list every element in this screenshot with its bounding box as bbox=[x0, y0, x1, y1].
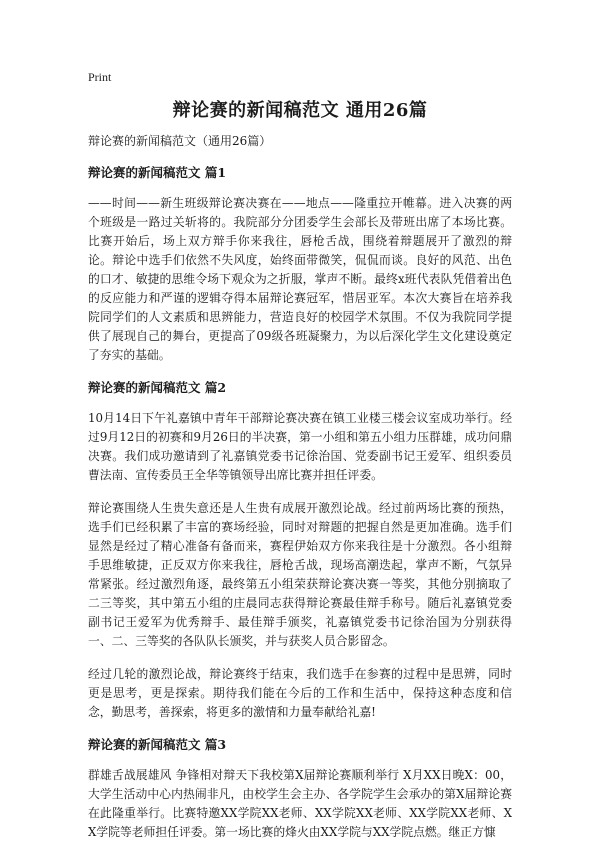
document-subtitle: 辩论赛的新闻稿范文（通用26篇） bbox=[88, 134, 272, 148]
paragraph: 10月14日下午礼嘉镇中青年干部辩论赛决赛在镇工业楼三楼会议室成功举行。经过9月12日的初赛和9月26日的半决赛，第一小组和第五小组力压群雄，成功问鼎决赛。我们成功邀请到了礼嘉镇党委书记徐治国、党委副书记王爱军、组织委员曹法南、宣传委员王全华等镇领导出席比赛并担任评委。 bbox=[88, 411, 512, 482]
section-heading: 辩论赛的新闻稿范文 篇3 bbox=[88, 737, 227, 752]
print-link[interactable]: Print bbox=[88, 70, 112, 84]
section-3 bbox=[88, 736, 512, 842]
section-heading: 辩论赛的新闻稿范文 篇1 bbox=[88, 165, 227, 180]
section-2 bbox=[88, 379, 512, 722]
article-body bbox=[88, 132, 512, 856]
section-1 bbox=[88, 164, 512, 365]
paragraph: 群雄舌战展雄风 争锋相对辩天下我校第X届辩论赛顺利举行 X月XX日晚X：00，大学生活动中心内热闹非凡，由校学生会主办、各学院学生会承办的第X届辩论赛在此隆重举行。比赛特邀XX学院XX老师、XX学院XX老师、XX学院XX老师、XX学院等老师担任评委。第一场比赛的烽火由XX学院与XX学院点燃。继正方慷 bbox=[88, 768, 512, 839]
paragraph: 经过几轮的激烈论战，辩论赛终于结束，我们选手在参赛的过程中是思辨，同时更是思考，更是探索。期待我们能在今后的工作和生活中，保持这种态度和信念，勤思考，善探索，将更多的激情和力量奉献给礼嘉! bbox=[88, 667, 512, 719]
page-title: 辩论赛的新闻稿范文 通用26篇 bbox=[172, 100, 428, 121]
section-heading: 辩论赛的新闻稿范文 篇2 bbox=[88, 380, 227, 395]
paragraph: 辩论赛围绕人生贵失意还是人生贵有成展开激烈论战。经过前两场比赛的预热，选手们已经积累了丰富的赛场经验，同时对辩题的把握自然是更加准确。选手们显然是经过了精心准备有备而来，赛程伊始双方你来我往是十分激烈。各小组辩手思维敏捷，正反双方你来我往，唇枪舌战，现场高潮迭起，掌声不断，气氛异常紧张。经过激烈角逐，最终第五小组荣获辩论赛决赛一等奖，其他分别摘取了二三等奖，其中第五小组的庄晨同志获得辩论赛最佳辩手称号。随后礼嘉镇党委副书记王爱军为优秀辩手、最佳辩手颁奖，礼嘉镇党委书记徐治国为分别获得一、二、三等奖的各队队长颁奖，并与获奖人员合影留念。 bbox=[88, 501, 512, 648]
paragraph: ——时间——新生班级辩论赛决赛在——地点——隆重拉开帷幕。进入决赛的两个班级是一路过关斩将的。我院部分分团委学生会部长及带班出席了本场比赛。比赛开始后，场上双方辩手你来我往，唇枪舌战，围绕着辩题展开了激烈的辩论。辩论中选手们依然不失风度，始终面带微笑，侃侃而谈。良好的风范、出色的口才、敏捷的思维令场下观众为之折服，掌声不断。最终x班代表队凭借着出色的反应能力和严谨的逻辑夺得本届辩论赛冠军，惜居亚军。本次大赛旨在培养我院同学们的人文素质和思辨能力，营造良好的校园学术氛围。不仅为我院同学提供了展现自己的舞台，更提高了09级各班凝聚力，为以后深化学生文化建设奠定了夯实的基础。 bbox=[88, 196, 512, 362]
